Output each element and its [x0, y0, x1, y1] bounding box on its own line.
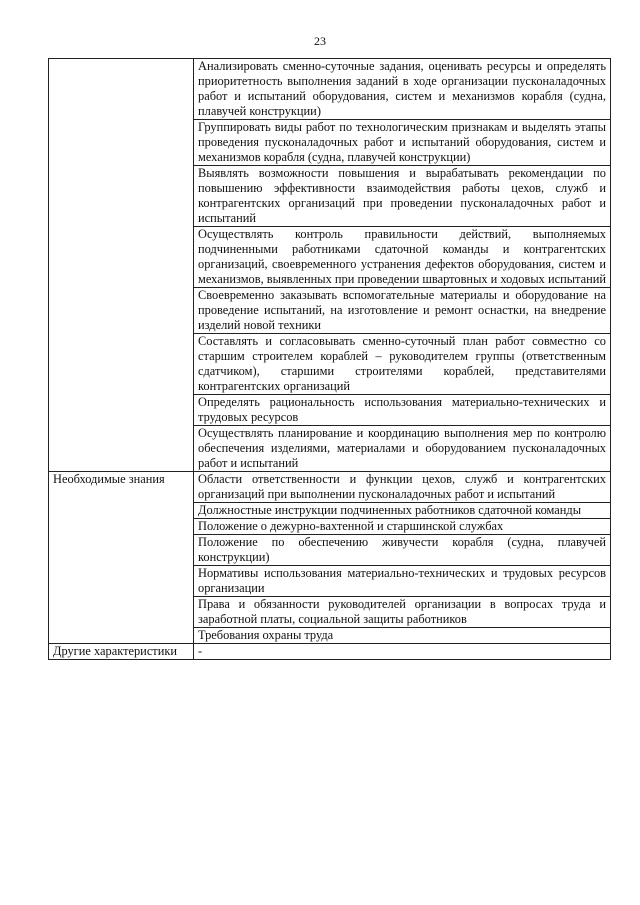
page-number: 23 [314, 34, 326, 48]
skill-item: Группировать виды работ по технологическим признакам и выделять этапы проведения пусконаладочных работ и испытаний оборудования, систем и механизмов корабля (судна, плавучей конструкции) [194, 120, 611, 166]
skill-item: Осуществлять контроль правильности действий, выполняемых подчиненными работниками сдаточной команды и контрагентских организаций, своевременного устранения дефектов оборудования, систем и механизмов, выявленных при проведении швартовных и ходовых испытаний [194, 227, 611, 288]
knowledge-item: Положение о дежурно-вахтенной и старшинской службах [194, 519, 611, 535]
skill-item: Составлять и согласовывать сменно-суточный план работ совместно со старшим строителем кораблей – руководителем группы (ответственным сдатчиком), старшими строителями кораблей, представителями контрагентских организаций [194, 334, 611, 395]
other-item: - [194, 644, 611, 660]
table-row [49, 59, 611, 120]
table-row [49, 472, 611, 503]
skill-item: Анализировать сменно-суточные задания, оценивать ресурсы и определять приоритетность выполнения заданий в ходе организации пусконаладочных работ и испытаний оборудования, систем и механизмов корабля (судна, плавучей конструкции) [194, 59, 611, 120]
knowledge-item: Нормативы использования материально-технических и трудовых ресурсов организации [194, 566, 611, 597]
row-label-other-characteristics: Другие характеристики [49, 644, 194, 660]
table-row [49, 644, 611, 660]
skill-item: Определять рациональность использования материально-технических и трудовых ресурсов [194, 395, 611, 426]
skill-item: Выявлять возможности повышения и вырабатывать рекомендации по повышению эффективности взаимодействия работы цехов, служб и контрагентских организаций при проведении пусконаладочных работ и испытаний [194, 166, 611, 227]
knowledge-item: Требования охраны труда [194, 628, 611, 644]
knowledge-item: Права и обязанности руководителей организации в вопросах труда и заработной платы, социальной защиты работников [194, 597, 611, 628]
knowledge-item: Области ответственности и функции цехов, служб и контрагентских организаций при выполнении пусконаладочных работ и испытаний [194, 472, 611, 503]
knowledge-item: Должностные инструкции подчиненных работников сдаточной команды [194, 503, 611, 519]
skill-item: Своевременно заказывать вспомогательные материалы и оборудование на проведение испытаний, на изготовление и ремонт оснастки, на внедрение изделий новой техники [194, 288, 611, 334]
row-label-required-knowledge: Необходимые знания [49, 472, 194, 644]
qualification-table [48, 58, 611, 660]
row-label [49, 59, 194, 472]
knowledge-item: Положение по обеспечению живучести корабля (судна, плавучей конструкции) [194, 535, 611, 566]
skill-item: Осуществлять планирование и координацию выполнения мер по контролю обеспечения изделиями, материалами и оборудованием пусконаладочных работ и испытаний [194, 426, 611, 472]
